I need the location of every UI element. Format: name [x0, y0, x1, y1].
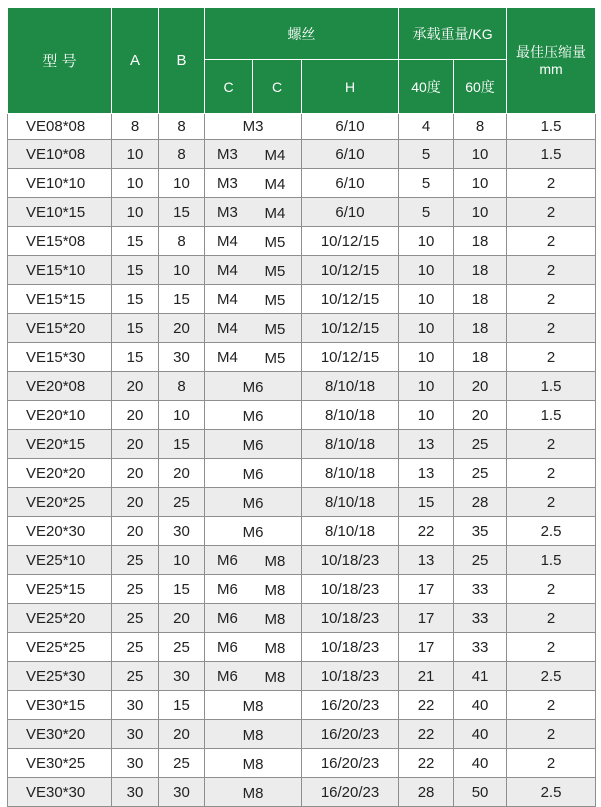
cell-c1: M6	[205, 604, 253, 633]
cell-c1: M3	[205, 140, 253, 169]
header-compression	[507, 8, 596, 114]
cell-load-60: 18	[454, 285, 507, 314]
cell-load-60: 28	[454, 488, 507, 517]
header-screw: 螺丝	[205, 8, 399, 60]
cell-h: 10/12/15	[302, 227, 399, 256]
cell-a: 30	[112, 749, 159, 778]
cell-a: 20	[112, 517, 159, 546]
cell-a: 20	[112, 488, 159, 517]
table-row	[8, 114, 596, 140]
cell-load-40: 10	[399, 227, 454, 256]
cell-load-60: 25	[454, 430, 507, 459]
cell-compression: 2	[507, 720, 596, 749]
cell-model: VE25*15	[8, 575, 112, 604]
cell-a: 8	[112, 114, 159, 140]
cell-model: VE25*30	[8, 662, 112, 691]
cell-a: 10	[112, 198, 159, 227]
cell-b: 20	[159, 720, 205, 749]
cell-h: 16/20/23	[302, 691, 399, 720]
cell-screw-merged: M8	[205, 778, 302, 807]
table-row	[8, 314, 596, 343]
cell-c1: M4	[205, 227, 253, 256]
table-row	[8, 459, 596, 488]
cell-model: VE30*25	[8, 749, 112, 778]
cell-load-60: 35	[454, 517, 507, 546]
cell-load-40: 15	[399, 488, 454, 517]
header-a: A	[112, 8, 159, 114]
table-row	[8, 198, 596, 227]
cell-model: VE15*08	[8, 227, 112, 256]
cell-a: 20	[112, 459, 159, 488]
table-row	[8, 604, 596, 633]
cell-compression: 2	[507, 227, 596, 256]
cell-load-40: 10	[399, 372, 454, 401]
table-row	[8, 140, 596, 169]
cell-load-40: 10	[399, 285, 454, 314]
cell-model: VE10*10	[8, 169, 112, 198]
cell-load-60: 50	[454, 778, 507, 807]
cell-b: 10	[159, 401, 205, 430]
cell-load-60: 25	[454, 459, 507, 488]
cell-a: 15	[112, 343, 159, 372]
cell-load-40: 17	[399, 633, 454, 662]
cell-b: 30	[159, 778, 205, 807]
cell-b: 25	[159, 633, 205, 662]
cell-model: VE15*15	[8, 285, 112, 314]
cell-load-60: 20	[454, 372, 507, 401]
cell-load-60: 8	[454, 114, 507, 140]
cell-h: 6/10	[302, 140, 399, 169]
cell-load-60: 33	[454, 633, 507, 662]
cell-h: 8/10/18	[302, 517, 399, 546]
cell-b: 25	[159, 749, 205, 778]
cell-b: 8	[159, 372, 205, 401]
cell-a: 10	[112, 169, 159, 198]
cell-a: 25	[112, 633, 159, 662]
cell-h: 16/20/23	[302, 749, 399, 778]
cell-h: 10/18/23	[302, 546, 399, 575]
table-row	[8, 720, 596, 749]
table-row	[8, 546, 596, 575]
header-60deg: 60度	[454, 60, 507, 114]
header-c2: C	[253, 60, 302, 114]
cell-c2: M4	[253, 140, 302, 169]
cell-model: VE25*20	[8, 604, 112, 633]
cell-a: 20	[112, 401, 159, 430]
header-c1: C	[205, 60, 253, 114]
cell-model: VE10*08	[8, 140, 112, 169]
cell-c1: M6	[205, 633, 253, 662]
table-row	[8, 401, 596, 430]
cell-model: VE15*20	[8, 314, 112, 343]
cell-h: 10/18/23	[302, 662, 399, 691]
header-compression-unit: mm	[539, 60, 563, 77]
cell-c2: M8	[253, 546, 302, 575]
cell-c2: M4	[253, 198, 302, 227]
cell-h: 8/10/18	[302, 401, 399, 430]
cell-load-60: 18	[454, 314, 507, 343]
cell-h: 8/10/18	[302, 372, 399, 401]
table-row	[8, 662, 596, 691]
cell-c1: M4	[205, 285, 253, 314]
table-row	[8, 633, 596, 662]
cell-load-40: 4	[399, 114, 454, 140]
cell-screw-merged: M6	[205, 401, 302, 430]
cell-compression: 1.5	[507, 372, 596, 401]
cell-c1: M4	[205, 256, 253, 285]
cell-b: 10	[159, 546, 205, 575]
cell-c1: M6	[205, 546, 253, 575]
cell-a: 15	[112, 256, 159, 285]
cell-model: VE30*30	[8, 778, 112, 807]
spec-table-container	[7, 7, 595, 807]
cell-a: 30	[112, 720, 159, 749]
table-row	[8, 778, 596, 807]
cell-b: 10	[159, 256, 205, 285]
cell-b: 15	[159, 430, 205, 459]
table-row	[8, 169, 596, 198]
header-model: 型 号	[8, 8, 112, 114]
cell-model: VE20*20	[8, 459, 112, 488]
cell-compression: 2	[507, 488, 596, 517]
cell-model: VE25*25	[8, 633, 112, 662]
cell-model: VE30*20	[8, 720, 112, 749]
header-h: H	[302, 60, 399, 114]
table-row	[8, 430, 596, 459]
cell-compression: 1.5	[507, 401, 596, 430]
cell-c2: M5	[253, 227, 302, 256]
table-row	[8, 749, 596, 778]
cell-screw-merged: M6	[205, 372, 302, 401]
cell-compression: 2.5	[507, 778, 596, 807]
table-row	[8, 372, 596, 401]
cell-model: VE20*25	[8, 488, 112, 517]
cell-load-40: 13	[399, 459, 454, 488]
cell-load-60: 40	[454, 720, 507, 749]
cell-load-60: 18	[454, 256, 507, 285]
cell-h: 10/18/23	[302, 575, 399, 604]
cell-a: 15	[112, 227, 159, 256]
cell-load-60: 10	[454, 140, 507, 169]
cell-a: 20	[112, 430, 159, 459]
cell-c2: M4	[253, 169, 302, 198]
cell-screw-merged: M6	[205, 430, 302, 459]
cell-load-40: 28	[399, 778, 454, 807]
cell-c1: M6	[205, 662, 253, 691]
cell-compression: 2	[507, 314, 596, 343]
cell-compression: 1.5	[507, 546, 596, 575]
cell-compression: 2	[507, 430, 596, 459]
cell-load-60: 18	[454, 227, 507, 256]
cell-compression: 2.5	[507, 517, 596, 546]
cell-h: 16/20/23	[302, 720, 399, 749]
cell-c1: M4	[205, 314, 253, 343]
cell-c1: M4	[205, 343, 253, 372]
cell-h: 10/12/15	[302, 256, 399, 285]
cell-b: 15	[159, 198, 205, 227]
cell-load-40: 22	[399, 720, 454, 749]
cell-compression: 2	[507, 691, 596, 720]
cell-screw-merged: M8	[205, 691, 302, 720]
cell-h: 16/20/23	[302, 778, 399, 807]
cell-model: VE20*10	[8, 401, 112, 430]
cell-model: VE20*30	[8, 517, 112, 546]
cell-c2: M5	[253, 256, 302, 285]
cell-c2: M8	[253, 662, 302, 691]
cell-h: 8/10/18	[302, 488, 399, 517]
cell-b: 30	[159, 517, 205, 546]
cell-c2: M5	[253, 343, 302, 372]
cell-compression: 1.5	[507, 140, 596, 169]
table-row	[8, 285, 596, 314]
table-row	[8, 575, 596, 604]
cell-b: 15	[159, 691, 205, 720]
cell-load-60: 33	[454, 604, 507, 633]
table-row	[8, 488, 596, 517]
cell-a: 30	[112, 778, 159, 807]
header-row-top	[8, 8, 596, 60]
cell-load-40: 13	[399, 546, 454, 575]
cell-load-60: 18	[454, 343, 507, 372]
cell-h: 8/10/18	[302, 430, 399, 459]
cell-model: VE08*08	[8, 114, 112, 140]
cell-load-40: 13	[399, 430, 454, 459]
cell-b: 30	[159, 662, 205, 691]
cell-b: 20	[159, 314, 205, 343]
cell-load-40: 22	[399, 517, 454, 546]
table-row	[8, 517, 596, 546]
cell-h: 10/12/15	[302, 314, 399, 343]
header-40deg: 40度	[399, 60, 454, 114]
cell-c1: M3	[205, 169, 253, 198]
cell-h: 10/18/23	[302, 604, 399, 633]
cell-load-40: 10	[399, 314, 454, 343]
cell-load-40: 17	[399, 575, 454, 604]
cell-compression: 2	[507, 604, 596, 633]
cell-a: 25	[112, 662, 159, 691]
cell-model: VE15*30	[8, 343, 112, 372]
cell-load-60: 10	[454, 198, 507, 227]
cell-a: 25	[112, 546, 159, 575]
cell-load-40: 5	[399, 140, 454, 169]
cell-load-60: 40	[454, 691, 507, 720]
cell-compression: 2	[507, 198, 596, 227]
cell-compression: 2	[507, 749, 596, 778]
cell-compression: 2	[507, 575, 596, 604]
cell-b: 20	[159, 459, 205, 488]
cell-a: 25	[112, 575, 159, 604]
cell-load-40: 10	[399, 401, 454, 430]
cell-a: 15	[112, 285, 159, 314]
cell-c1: M6	[205, 575, 253, 604]
cell-a: 15	[112, 314, 159, 343]
cell-screw-merged: M6	[205, 517, 302, 546]
cell-compression: 2	[507, 256, 596, 285]
cell-h: 6/10	[302, 114, 399, 140]
table-row	[8, 256, 596, 285]
cell-b: 30	[159, 343, 205, 372]
cell-h: 10/18/23	[302, 633, 399, 662]
cell-load-40: 10	[399, 256, 454, 285]
cell-load-40: 17	[399, 604, 454, 633]
cell-screw-merged: M6	[205, 459, 302, 488]
header-load: 承载重量/KG	[399, 8, 507, 60]
cell-b: 8	[159, 227, 205, 256]
header-compression-label: 最佳压缩量	[516, 43, 587, 60]
cell-load-40: 22	[399, 691, 454, 720]
cell-load-40: 5	[399, 169, 454, 198]
cell-model: VE30*15	[8, 691, 112, 720]
cell-load-60: 40	[454, 749, 507, 778]
cell-load-60: 25	[454, 546, 507, 575]
cell-c2: M5	[253, 314, 302, 343]
cell-model: VE15*10	[8, 256, 112, 285]
spec-table-body	[8, 114, 596, 807]
cell-c2: M8	[253, 575, 302, 604]
cell-b: 15	[159, 285, 205, 314]
cell-compression: 2.5	[507, 662, 596, 691]
cell-b: 8	[159, 140, 205, 169]
cell-load-40: 21	[399, 662, 454, 691]
cell-h: 6/10	[302, 198, 399, 227]
cell-compression: 2	[507, 459, 596, 488]
cell-b: 15	[159, 575, 205, 604]
cell-load-40: 22	[399, 749, 454, 778]
cell-h: 6/10	[302, 169, 399, 198]
cell-model: VE20*08	[8, 372, 112, 401]
cell-b: 10	[159, 169, 205, 198]
cell-load-40: 5	[399, 198, 454, 227]
cell-load-60: 10	[454, 169, 507, 198]
cell-load-40: 10	[399, 343, 454, 372]
cell-screw-merged: M6	[205, 488, 302, 517]
cell-a: 10	[112, 140, 159, 169]
cell-a: 30	[112, 691, 159, 720]
cell-model: VE10*15	[8, 198, 112, 227]
cell-screw-merged: M3	[205, 114, 302, 140]
cell-compression: 2	[507, 169, 596, 198]
cell-screw-merged: M8	[205, 749, 302, 778]
cell-c1: M3	[205, 198, 253, 227]
cell-b: 25	[159, 488, 205, 517]
cell-model: VE25*10	[8, 546, 112, 575]
cell-compression: 2	[507, 285, 596, 314]
cell-c2: M8	[253, 633, 302, 662]
cell-h: 10/12/15	[302, 343, 399, 372]
cell-h: 8/10/18	[302, 459, 399, 488]
cell-compression: 2	[507, 343, 596, 372]
cell-load-60: 41	[454, 662, 507, 691]
cell-h: 10/12/15	[302, 285, 399, 314]
cell-compression: 1.5	[507, 114, 596, 140]
cell-a: 20	[112, 372, 159, 401]
table-row	[8, 227, 596, 256]
cell-a: 25	[112, 604, 159, 633]
cell-compression: 2	[507, 633, 596, 662]
header-b: B	[159, 8, 205, 114]
table-row	[8, 691, 596, 720]
cell-model: VE20*15	[8, 430, 112, 459]
cell-b: 20	[159, 604, 205, 633]
cell-c2: M8	[253, 604, 302, 633]
cell-load-60: 20	[454, 401, 507, 430]
cell-b: 8	[159, 114, 205, 140]
spec-table	[7, 7, 596, 807]
cell-screw-merged: M8	[205, 720, 302, 749]
table-row	[8, 343, 596, 372]
cell-c2: M5	[253, 285, 302, 314]
cell-load-60: 33	[454, 575, 507, 604]
